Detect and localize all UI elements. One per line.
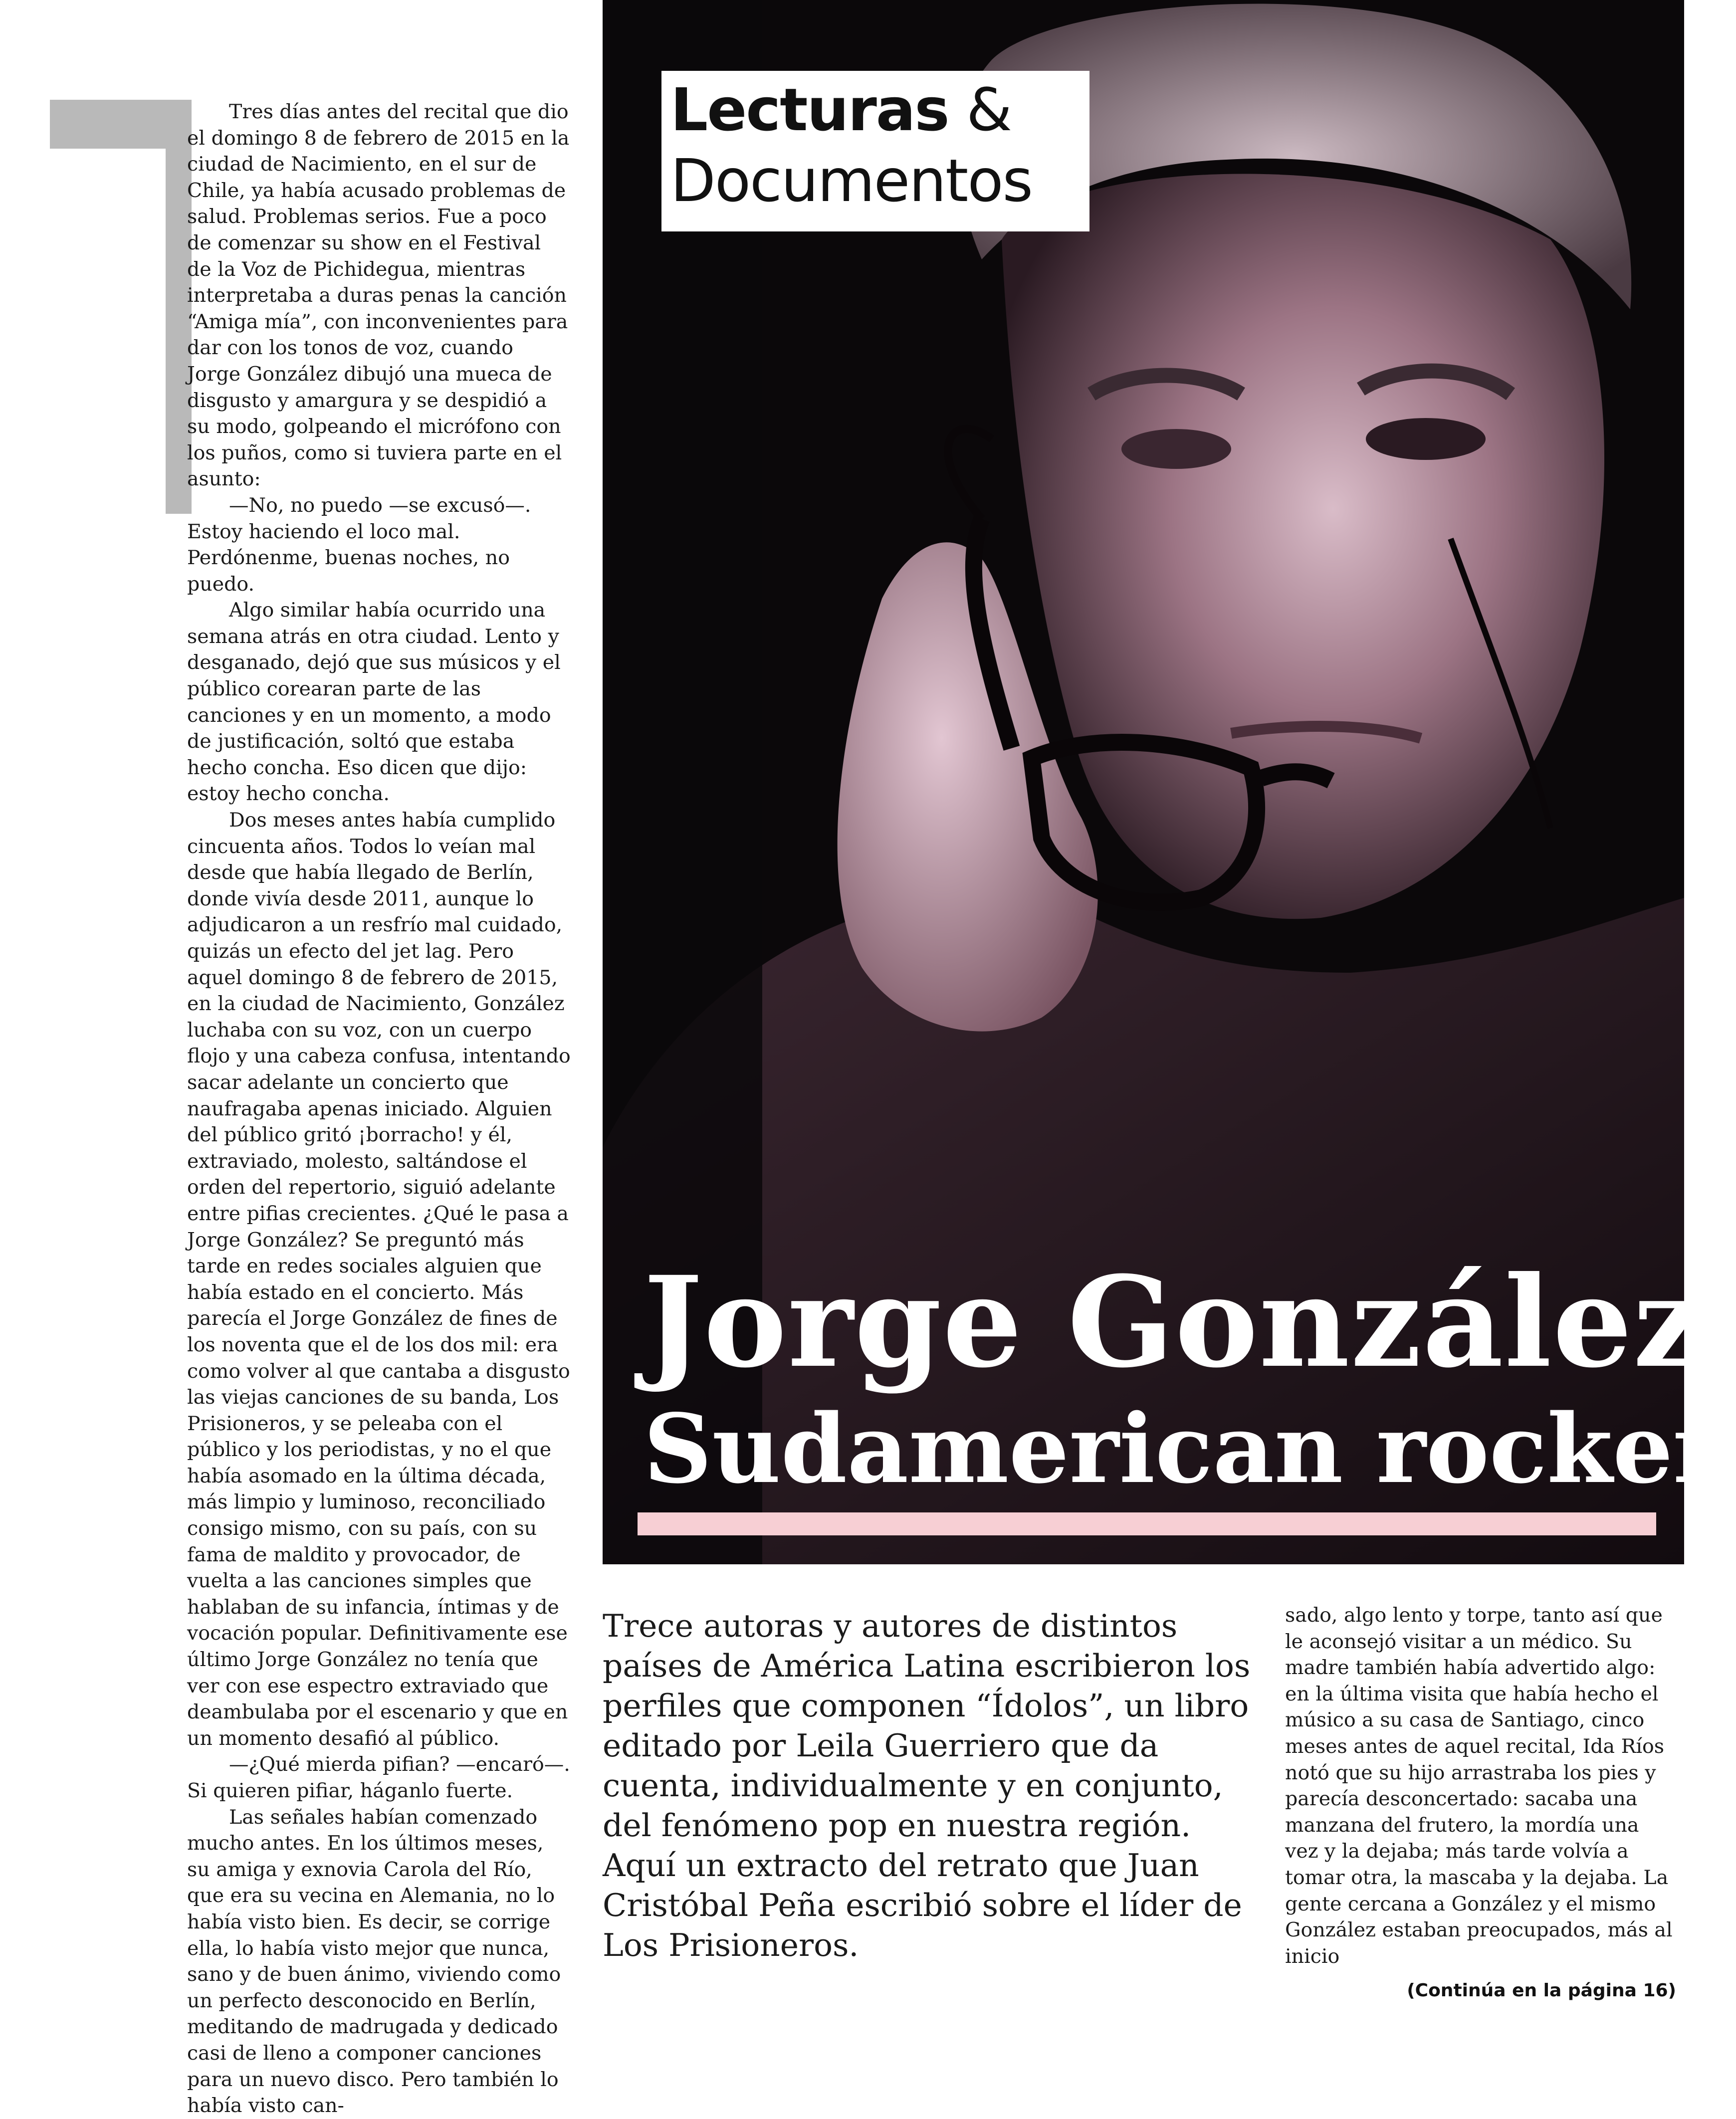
paragraph: Las señales habían comenzado mucho antes. En los últimos meses, su amiga y exnovia Carola del Río, que era su vecina en Alemania, no lo había visto bien. Es decir, se corrige ella, lo había visto mejor que nunca, sano y de buen ánimo, viviendo como un perfecto desconocido en Berlín, meditando de madrugada y dedicado casi de lleno a componer canciones para un nuevo disco. Pero también lo había visto can-	[187, 1805, 561, 2118]
paragraph: Tres días antes del recital que dio el domingo 8 de febrero de 2015 en la ciudad de Nacimiento, en el sur de Chile, ya había acusado problemas de salud. Problemas serios. Fue a poco de comenzar su show en el Festival de la Voz de Pichidegua, mientras interpretaba a duras penas la canción “Amiga mía”, con inconvenientes para dar con los tonos de voz, cuando Jorge González dibujó una mueca de disgusto y amargura y se despidió a su modo, golpeando el micrófono con los puños, como si tuviera parte en el asunto:	[187, 100, 570, 491]
accent-rule	[638, 1512, 1656, 1535]
article-body-left-column	[187, 99, 571, 2118]
paragraph: —¿Qué mierda pifian? —encaró—. Si quieren pifiar, háganlo fuerte.	[187, 1753, 570, 1802]
paragraph: Dos meses antes había cumplido cincuenta años. Todos lo veían mal desde que había llegado de Berlín, donde vivía desde 2011, aunque lo adjudicaron a un resfrío mal cuidado, quizás un efecto del jet lag. Pero aquel domingo 8 de febrero de 2015, en la ciudad de Nacimiento, González luchaba con su voz, con un cuerpo flojo y una cabeza confusa, intentando sacar adelante un concierto que naufragaba apenas iniciado. Alguien del público gritó ¡borracho! y él, extraviado, molesto, saltándose el orden del repertorio, siguió adelante entre pifias crecientes. ¿Qué le pasa a Jorge González? Se preguntó más tarde en redes sociales alguien que había estado en el concierto. Más parecía el Jorge González de fines de los noventa que el de los dos mil: era como volver al que cantaba a disgusto las viejas canciones de su banda, Los Prisioneros, y se peleaba con el público y los periodistas, y no el que había asomado en la última década, más limpio y luminoso, reconciliado consigo mismo, con su país, con su fama de maldito y provocador, de vuelta a las canciones simples que hablaban de su infancia, íntimas y de vocación popular. Definitivamente ese último Jorge González no tenía que ver con ese espectro extraviado que deambulaba por el escenario y que en un momento desafió al público.	[187, 809, 571, 1750]
article-title	[644, 1249, 1723, 1506]
masthead-line-1	[670, 75, 1011, 145]
masthead-documentos: Documentos	[670, 146, 1032, 215]
article-body-right-column: sado, algo lento y torpe, tanto así que le aconsejó visitar a un médico. Su madre también había advertido algo: en la última visita que había hecho el músico a su casa de Santiago, cinco meses antes de aquel recital, Ida Ríos notó que su hijo arrastraba los pies y parecía desconcertado: sacaba una manzana del frutero, la mordía una vez y la dejaba; más tarde volvía a tomar otra, la mascaba y la dejaba. La gente cercana a González y el mismo González estaban preocupados, más al inicio	[1285, 1604, 1673, 1968]
drop-cap-ornament	[50, 100, 192, 514]
article-deck: Trece autoras y autores de distintos países de América Latina escribieron los perfiles que componen “Ídolos”, un libro editado por Leila Guerriero que da cuenta, individualmente y en conjunto, del fenómeno pop en nuestra región. Aquí un extracto del retrato que Juan Cristóbal Peña escribió sobre el líder de Los Prisioneros.	[603, 1608, 1251, 1963]
title-line-1: Jorge González	[644, 1249, 1705, 1395]
title-line-2: Sudamerican rocker	[644, 1393, 1723, 1504]
masthead-lecturas: Lecturas	[670, 75, 949, 144]
continued-on-page-note: (Continúa en la página 16)	[1407, 1980, 1676, 2001]
paragraph: Algo similar había ocurrido una semana atrás en otra ciudad. Lento y desganado, dejó que sus músicos y el público corearan parte de las canciones y en un momento, a modo de justificación, soltó que estaba hecho concha. Eso dicen que dijo: estoy hecho concha.	[187, 599, 561, 806]
paragraph: —No, no puedo —se excusó—. Estoy haciendo el loco mal. Perdónenme, buenas noches, no puedo.	[187, 493, 531, 596]
masthead-ampersand: &	[966, 75, 1012, 144]
section-masthead	[661, 71, 1089, 231]
drop-cap-bar-horizontal	[50, 100, 192, 149]
